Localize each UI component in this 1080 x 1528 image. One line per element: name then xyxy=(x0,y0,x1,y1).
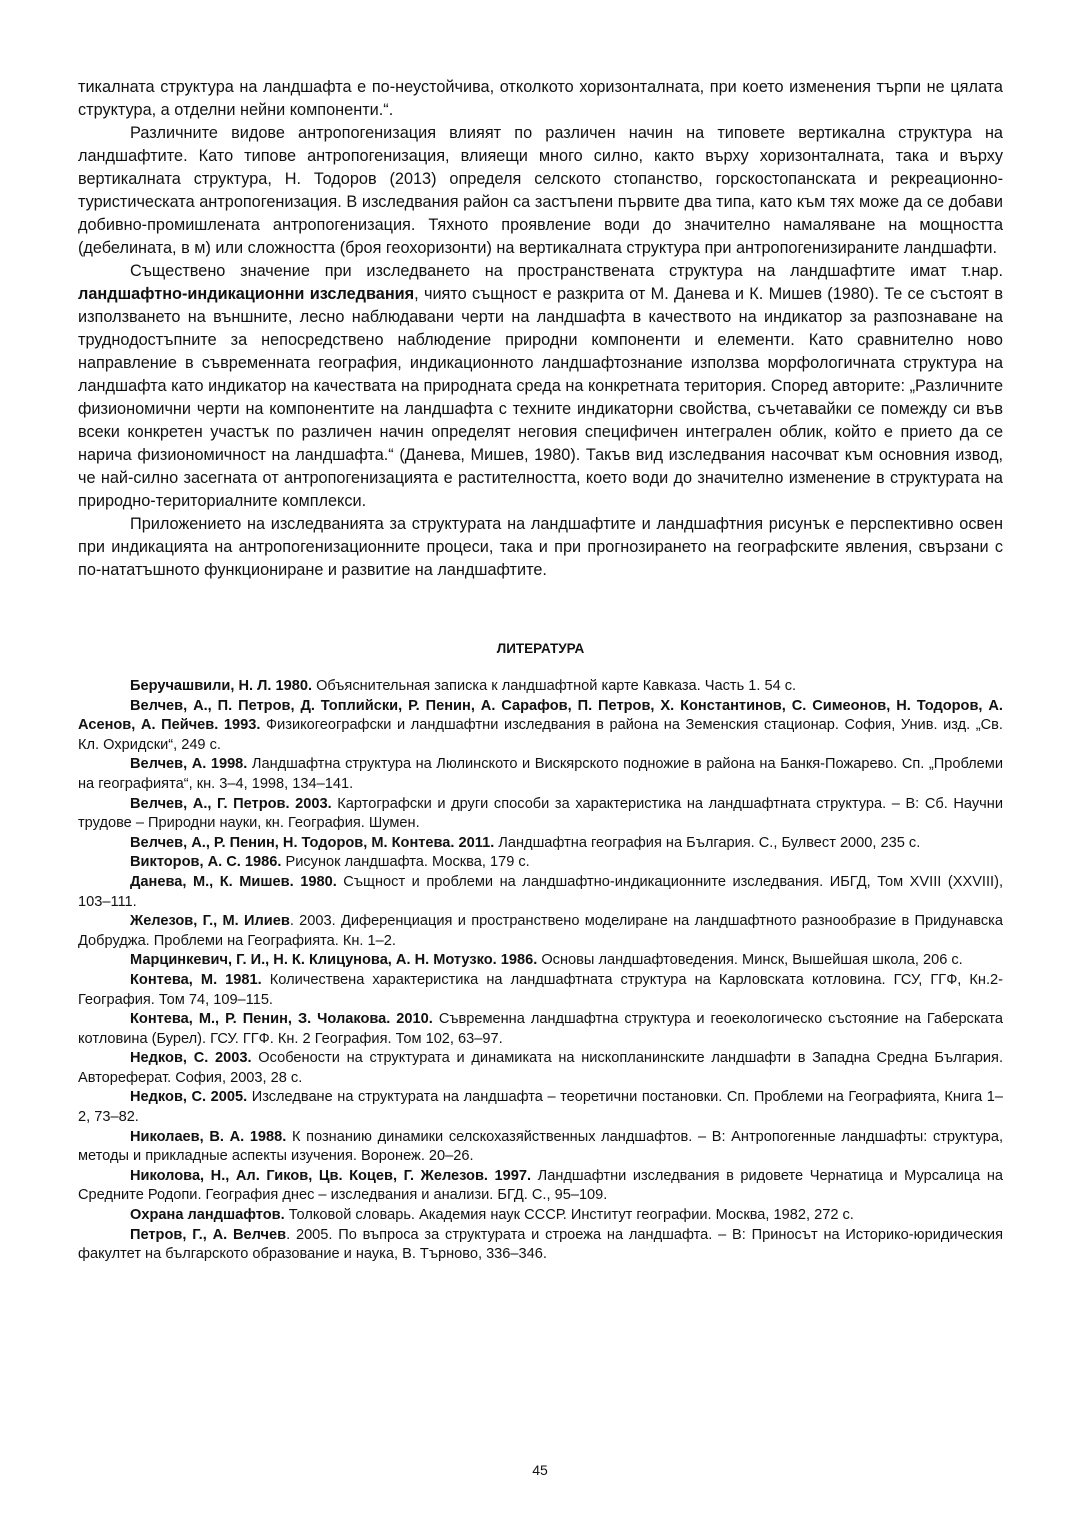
reference-text: Ландшафтни изследвания в ридовете Чернатица и Мурсалица на Средните Родопи. География днес – изследвания и анализи. БГД. С., 95–109. xyxy=(78,1167,1003,1204)
page-content xyxy=(78,76,1003,1265)
body-paragraph-3-bold-term: ландшафтно-индикационни изследвания xyxy=(78,285,415,303)
reference-authors: Николова, Н., Ал. Гиков, Цв. Коцев, Г. Железов. 1997. xyxy=(130,1167,532,1184)
reference-item xyxy=(78,912,1003,951)
reference-text: Объяснительная записка к ландшафтной карте Кавказа. Часть 1. 54 с. xyxy=(312,678,797,694)
reference-text: Основы ландшафтоведения. Минск, Вышейшая школа, 206 с. xyxy=(537,952,963,969)
reference-item xyxy=(78,1167,1003,1206)
reference-item xyxy=(78,873,1003,912)
reference-authors: Марцинкевич, Г. И., Н. К. Клицунова, А. Н. Мотузко. 1986. xyxy=(130,952,538,969)
reference-authors: Контева, М., Р. Пенин, З. Чолакова. 2010. xyxy=(130,1011,433,1028)
reference-item xyxy=(78,971,1003,1010)
reference-text: Същност и проблеми на ландшафтно-индикационните изследвания. ИБГД, Том XVIII (XXVIII), 103–111. xyxy=(78,873,1004,910)
reference-text: К познанию динамики селскохазяйственных ландшафтов. – В: Антропогенные ландшафты: структура, методы и прикладные аспекты изучения. Воронеж. 20–26. xyxy=(78,1128,1003,1165)
reference-text: Толковой словарь. Академия наук СССР. Институт географии. Москва, 1982, 272 с. xyxy=(284,1207,854,1224)
reference-item xyxy=(78,697,1003,756)
references-list xyxy=(78,677,1003,1265)
page-number: 45 xyxy=(532,1462,548,1478)
body-paragraph-4: Приложението на изследванията за структурата на ландшафтите и ландшафтния рисунък е перспективно освен при индикацията на антропогенизационните процеси, така и при прогнозирането на географските явления, свързани с по-нататъшното функциониране и развитие на ландшафтите. xyxy=(78,515,1003,579)
reference-authors: Викторов, А. С. 1986. xyxy=(130,854,282,871)
references-heading: ЛИТЕРАТУРА xyxy=(496,641,585,656)
reference-item xyxy=(78,1206,1003,1226)
reference-text: Физикогеографски и ландшафтни изследвания в района на Земенския стационар. София, Унив. изд. „Св. Кл. Охридски“, 249 с. xyxy=(78,717,1003,753)
reference-item xyxy=(78,1088,1003,1127)
reference-item xyxy=(78,1128,1003,1167)
reference-authors: Николаев, В. А. 1988. xyxy=(130,1128,287,1145)
body-paragraph-3 xyxy=(78,260,1003,513)
reference-text: . 2003. Диференциация и пространствено моделиране на ландшафтното разнообразие в Придунавска Добруджа. Проблеми на Географията. Кн. 1–2. xyxy=(78,913,1003,949)
reference-text: . 2005. По въпроса за структурата и строежа на ландшафта. – В: Приносът на Историко-юридическия факултет на българското образование и наука, В. Търново, 336–346. xyxy=(78,1226,1003,1263)
reference-item xyxy=(78,755,1003,794)
body-paragraph-1: тикалната структура на ландшафта е по-неустойчива, отколкото хоризонталната, при което изменения търпи не цялата структура, а отделни нейни компоненти.“. xyxy=(78,78,1003,119)
reference-authors: Охрана ландшафтов. xyxy=(130,1207,285,1224)
reference-text: Изследване на структурата на ландшафта – теоретични постановки. Сп. Проблеми на Географията, Книга 1–2, 73–82. xyxy=(78,1089,1003,1126)
reference-authors: Беручашвили, Н. Л. 1980. xyxy=(130,678,313,694)
reference-item xyxy=(78,677,1003,697)
reference-authors: Железов, Г., М. Илиев xyxy=(130,913,290,930)
reference-authors: Контева, М. 1981. xyxy=(130,971,262,988)
reference-text: Картографски и други способи за характеристика на ландшафтната структура. – В: Сб. Научни трудове – Природни науки, кн. География. Шумен. xyxy=(78,795,1003,832)
reference-authors: Велчев, А., П. Петров, Д. Топлийски, Р. Пенин, А. Сарафов, П. Петров, Х. Константинов, С. Симеонов, Н. Тодоров, А. Асенов, А. Пейчев. 1993. xyxy=(78,697,1003,734)
reference-authors: Петров, Г., А. Велчев xyxy=(130,1226,287,1243)
reference-authors: Велчев, А., Г. Петров. 2003. xyxy=(130,795,332,812)
reference-text: Особености на структурата и динамиката на нископланинските ландшафти в Западна Средна България. Автореферат. София, 2003, 28 с. xyxy=(78,1050,1003,1086)
reference-item xyxy=(78,1049,1003,1088)
body-paragraph-2: Различните видове антропогенизация влияят по различен начин на типовете вертикална структура на ландшафтите. Като типове антропогенизация, влияещи много силно, както върху хоризонталната, така и върху вертикалната структура, Н. Тодоров (2013) определя селското стопанство, горскостопанската и рекреационно-туристическата антропогенизация. В изследвания район са застъпени първите два типа, като към тях може да се добави добивно-промишлената антропогенизация. Тяхното проявление води до значително намаляване на мощността (дебелината, в м) или сложността (броя геохоризонти) на вертикалната структура при антропогенизираните ландшафти. xyxy=(78,124,1003,257)
reference-item xyxy=(78,1010,1003,1049)
reference-authors: Недков, С. 2003. xyxy=(130,1050,252,1067)
reference-text: Ландшафтна география на България. С., Булвест 2000, 235 с. xyxy=(494,834,921,851)
reference-authors: Велчев, А. 1998. xyxy=(130,756,248,773)
reference-item xyxy=(78,951,1003,971)
reference-item xyxy=(78,853,1003,873)
reference-text: Съвременна ландшафтна структура и геоекологическо състояние на Габерската котловина (Бурел). ГСУ. ГГФ. Кн. 2 География. Том 102, 63–97. xyxy=(78,1011,1003,1047)
reference-item xyxy=(78,795,1003,834)
reference-text: Рисунок ландшафта. Москва, 179 с. xyxy=(281,854,530,871)
reference-authors: Недков, С. 2005. xyxy=(130,1089,248,1106)
body-paragraph-3-rest: , чиято същност е разкрита от М. Данева и К. Мишев (1980). Те се състоят в използването на външните, лесно наблюдавани черти на ландшафта в качеството на индикатор за разпознаване на труднодостъпните за непосредствено наблюдение природни компоненти и елементи. Като сравнително ново направление в съвременната география, индикационното ландшафтознание използва морфологичната структура на ландшафта като индикатор на качествата на природната среда на конкретната територия. Според авторите: „Различните физиономични черти на компонентите на ландшафта с техните индикаторни свойства, съчетавайки се помежду си във всеки конкретен участък по различен начин определят неговия специфичен интегрален облик, който е прието да се нарича физиономичност на ландшафта.“ (Данева, Мишев, 1980). Такъв вид изследвания насочват към основния извод, че най-силно засегната от антропогенизацията е растителността, което води до значително изменение в структурата на природно-териториалните комплекси. xyxy=(78,285,1003,510)
reference-text: Ландшафтна структура на Люлинското и Вискярското подножие в района на Банкя-Пожарево. Сп. „Проблеми на географията“, кн. 3–4, 1998, 134–141. xyxy=(78,756,1003,792)
reference-item xyxy=(78,834,1003,854)
reference-authors: Велчев, А., Р. Пенин, Н. Тодоров, М. Контева. 2011. xyxy=(130,834,495,851)
body-paragraph-3-start: Съществено значение при изследването на пространствената структура на ландшафтите имат т.нар. xyxy=(130,262,1003,280)
reference-text: Количествена характеристика на ландшафтната структура на Карловската котловина. ГСУ, ГГФ, Кн.2-География. Том 74, 109–115. xyxy=(78,971,1003,1008)
reference-authors: Данева, М., К. Мишев. 1980. xyxy=(130,873,337,890)
reference-item xyxy=(78,1226,1003,1265)
